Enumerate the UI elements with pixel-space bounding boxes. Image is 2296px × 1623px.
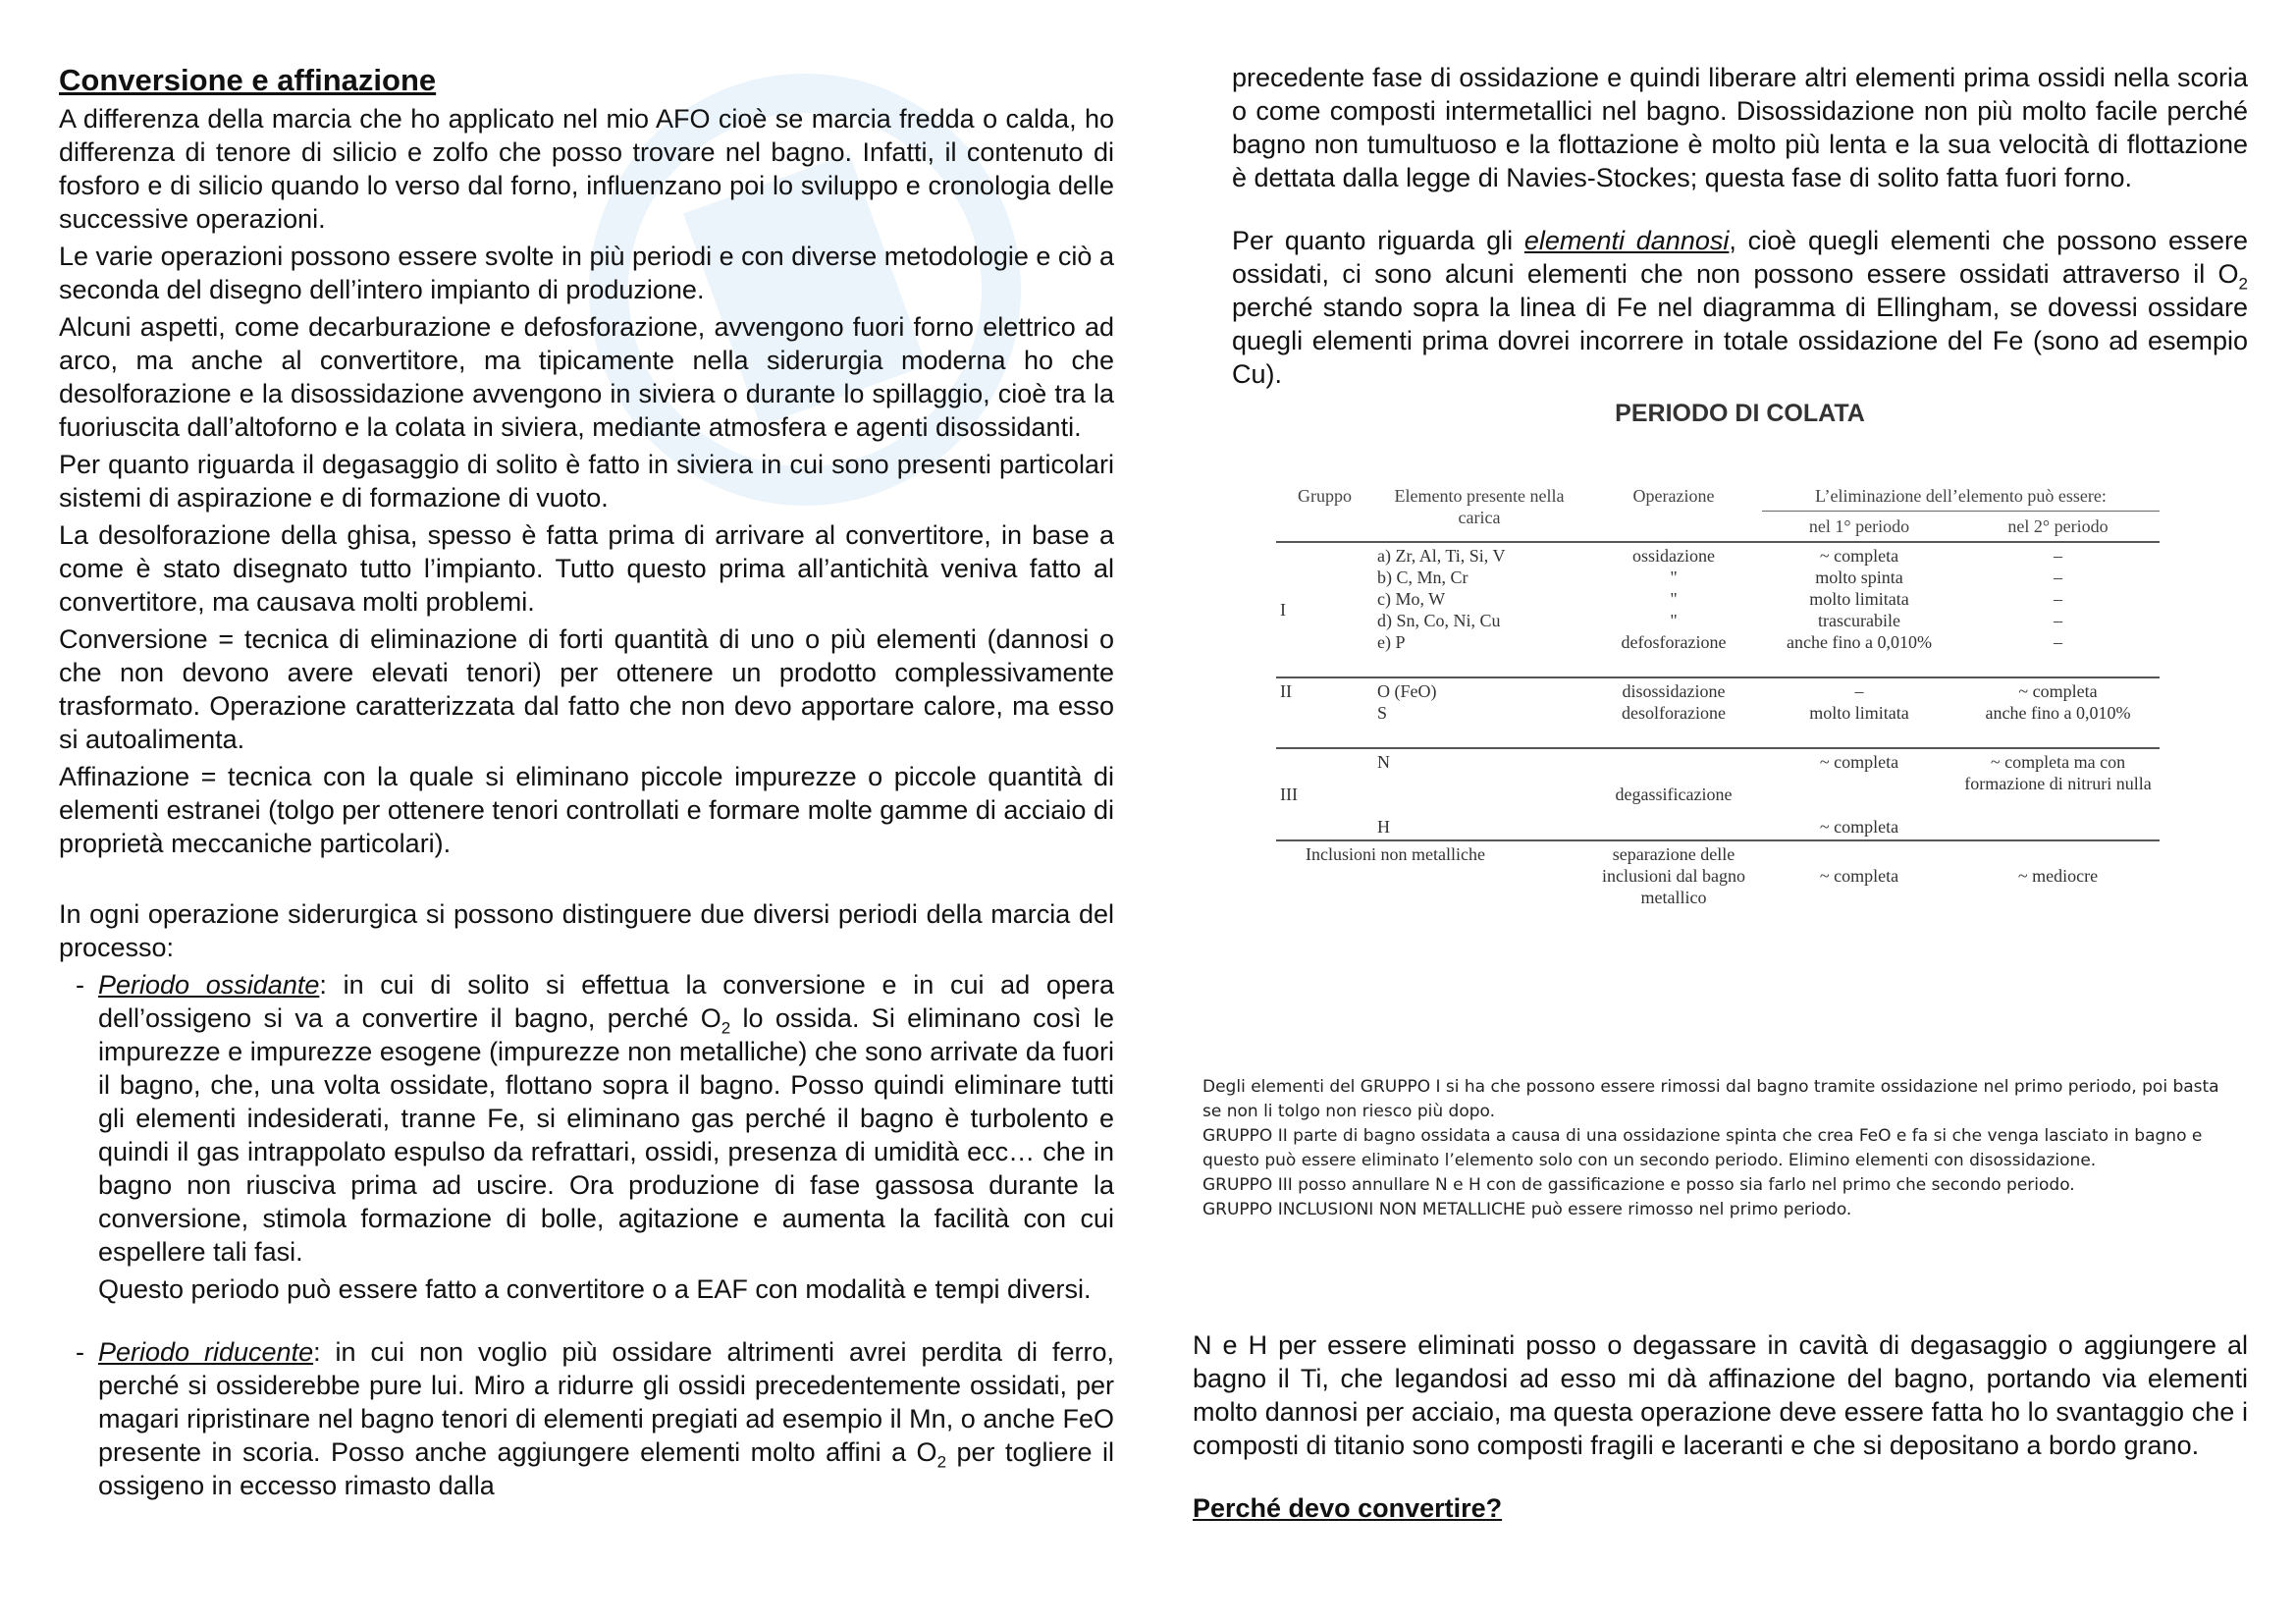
table-notes: [1202, 1075, 2228, 1222]
table-header: nel 2° periodo: [1956, 512, 2160, 543]
table-header: L’eliminazione dell’elemento può essere:: [1762, 481, 2160, 512]
paragraph: precedente fase di ossidazione e quindi liberare altri elementi prima ossidi nella scoria o come composti intermetallici nel bagno. Disossidazione non più molto facile perché bagno non tumultuoso e la flottazione è molto più lenta e la sua velocità di flottazione è dettata dalla legge di Navies-Stockes; questa fase di solito fatta fuori forno.: [1232, 63, 2248, 192]
paragraph: Per quanto riguarda gli elementi dannosi, cioè quegli elementi che possono essere ossidati, ci sono alcuni elementi che non possono essere ossidati attraverso il $O_2$ perché stando sopra la linea di Fe nel diagramma di Ellingham, se dovessi ossidare quegli elementi prima dovrei incorrere in totale ossidazione del Fe (sono ad esempio Cu).: [1232, 226, 2249, 389]
table-header: Gruppo: [1276, 481, 1373, 542]
table-row: III N H degassificazione ~ completa ~ completa ~ completa ma con formazione di nitruri nulla: [1276, 748, 2160, 840]
note: GRUPPO INCLUSIONI NON METALLICHE può essere rimosso nel primo periodo.: [1202, 1200, 1852, 1219]
table-header: nel 1° periodo: [1762, 512, 1956, 543]
paragraph: Le varie operazioni possono essere svolte in più periodi e con diverse metodologie e ciò a seconda del disegno dell’intero impianto di produzione.: [59, 242, 1114, 304]
paragraph: Questo periodo può essere fatto a convertitore o a EAF con modalità e tempi diversi.: [98, 1274, 1092, 1304]
paragraph: Affinazione = tecnica con la quale si eliminano piccole impurezze o piccole quantità di elementi estranei (tolgo per ottenere tenori controllati e formare molte gamme di acciaio di proprietà meccaniche particolari).: [59, 762, 1114, 858]
paragraph: N e H per essere eliminati posso o degassare in cavità di degasaggio o aggiungere al bagno il Ti, che legandosi ad esso mi dà affinazione del bagno, portando via elementi molto dannosi per acciaio, ma questa operazione deve essere fatta ho lo svantaggio che i composti di titanio sono composti fragili e laceranti e che si depositano a bordo grano.: [1193, 1330, 2248, 1460]
note: GRUPPO III posso annullare N e H con de gassificazione e posso sia farlo nel primo che secondo periodo.: [1202, 1175, 2075, 1195]
table-header: Operazione: [1585, 481, 1762, 542]
table-title: PERIODO DI COLATA: [1615, 400, 1865, 427]
bullet-dash: -: [76, 970, 84, 1000]
right-bottom: [1193, 1328, 2248, 1529]
table-row: Inclusioni non metalliche separazione delle inclusioni dal bagno metallico ~ completa ~ mediocre: [1306, 844, 2099, 907]
paragraph: A differenza della marcia che ho applicato nel mio AFO cioè se marcia fredda o calda, ho differenza di tenore di silicio e zolfo che posso trovare nel bagno. Infatti, il contenuto di fosforo e di silicio quando lo verso dal forno, influenzano poi lo sviluppo e cronologia delle successive operazioni.: [59, 104, 1114, 234]
term: elementi dannosi: [1523, 226, 1730, 255]
list-item-periodo-ossidante: - Periodo ossidante: in cui di solito si effettua la conversione e in cui ad opera dell’ossigeno si va a convertire il bagno, perché $O_2$ lo ossida. Si eliminano così le impurezze e impurezze esogene (impurezze non metalliche) che sono arrivate da fuori il bagno, che, una volta ossidate, flottano sopra il bagno. Posso quindi eliminare tutti gli elementi indesiderati, tranne Fe, si eliminano gas perché il bagno è turbolento e quindi il gas intrappolato espulso da refrattari, ossidi, presenza di umidità ecc… che in bagno non riusciva prima ad uscire. Ora produzione di fase gassosa durante la conversione, stimola formazione di bolle, agitazione e aumenta la facilità con cui espellere tali fasi. Questo periodo può essere fatto a convertitore o a EAF con modalità e tempi diversi.: [76, 970, 1114, 1304]
right-column: [1193, 61, 2248, 430]
section-title: Conversione e affinazione: [59, 63, 437, 97]
note: Degli elementi del GRUPPO I si ha che possono essere rimossi dal bagno tramite ossidazione nel primo periodo, poi basta se non li tolgo non riesco più dopo.: [1202, 1077, 2219, 1121]
paragraph: Per quanto riguarda il degasaggio di solito è fatto in siviera in cui sono presenti particolari sistemi di aspirazione e di formazione di vuoto.: [59, 450, 1114, 513]
term: Periodo riducente: [98, 1337, 314, 1367]
paragraph: Conversione = tecnica di eliminazione di forti quantità di uno o più elementi (dannosi o che non devono avere elevati tenori) per ottenere un prodotto complessivamente trasformato. Operazione caratterizzata dal fatto che non devo apportare calore, ma esso si autoalimenta.: [59, 624, 1114, 754]
list-item-periodo-riducente: - Periodo riducente: in cui non voglio più ossidare altrimenti avrei perdita di ferro, perché si ossiderebbe pure lui. Miro a ridurre gli ossidi precedentemente ossidati, per magari ripristinare nel bagno tenori di elementi pregiati ad esempio il Mn, o anche FeO presente in scoria. Posso anche aggiungere elementi molto affini a $O_2$ per togliere il ossigeno in eccesso rimasto dalla: [76, 1337, 1114, 1500]
table-row: II O (FeO) S disossidazione desolforazione – molto limitata ~ completa anche fino a 0,010%: [1276, 677, 2160, 748]
left-column: [59, 61, 1114, 1506]
table-header: Elemento presente nella carica: [1373, 481, 1585, 542]
subheading: Perché devo convertire?: [1193, 1493, 1503, 1523]
periodo-di-colata-table: [1276, 481, 2160, 910]
term: Periodo ossidante: [98, 970, 320, 1000]
table-row: I a) Zr, Al, Ti, Si, V b) C, Mn, Cr c) Mo, W d) Sn, Co, Ni, Cu e) P ossidazione " " " defosforazione ~ completa molto spinta molto limitata trascurabile anche fino a 0,010% – – – – –: [1276, 542, 2160, 677]
paragraph: La desolforazione della ghisa, spesso è fatta prima di arrivare al convertitore, in base a come è stato disegnato tutto l’impianto. Tutto questo prima all’antichità veniva fatto al convertitore, ma causava molti problemi.: [59, 520, 1114, 617]
bullet-dash: -: [76, 1337, 84, 1367]
paragraph: Alcuni aspetti, come decarburazione e defosforazione, avvengono fuori forno elettrico ad arco, ma anche al convertitore, ma tipicamente nella siderurgia moderna ho che desolforazione e la disossidazione avvengono in siviera o durante lo spillaggio, cioè tra la fuoriuscita dall’altoforno e la colata in siviera, mediante atmosfera e agenti disossidanti.: [59, 312, 1114, 442]
note: GRUPPO II parte di bagno ossidata a causa di una ossidazione spinta che crea FeO e fa si che venga lasciato in bagno e questo può essere eliminato l’elemento solo con un secondo periodo. Elimino elementi con disossidazione.: [1202, 1126, 2203, 1170]
paragraph: In ogni operazione siderurgica si possono distinguere due diversi periodi della marcia del processo:: [59, 899, 1114, 962]
